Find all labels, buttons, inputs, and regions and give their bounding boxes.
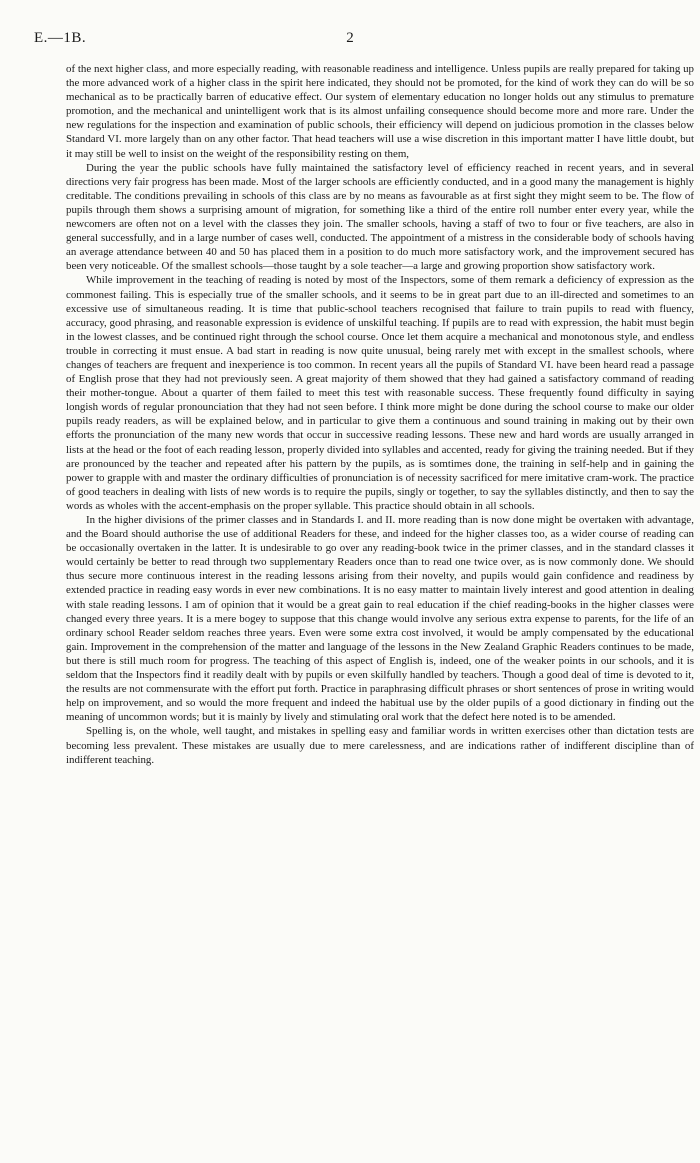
paragraph-reading: While improvement in the teaching of reading is noted by most of the Inspectors, some of them remark a deficiency of expression as the commonest failing. This is especially true of the smaller schools, and it seems to be in great part due to an ill-directed and sometimes to an excessive use of simultaneous reading. It is time that public-school teachers recognised that failure to train pupils to read with fluency, accuracy, good phrasing, and reasonable expression is evidence of unskilful teaching. If pupils are to read with expression, the habit must begin in the lowest classes, and be continued right through the school course. Once let them acquire a mechanical and monotonous style, and endless trouble in correcting it must ensue. A bad start in reading is now quite unusual, being rarely met with except in the smallest schools, where changes of teachers are frequent and inexperience is too common. In recent years all the pupils of Standard VI. have been heard read a passage of English prose that they had not previously seen. A great majority of them showed that they had gained a satisfactory command of reading their mother-tongue. About a quarter of them failed to meet this test with reasonable success. These frequently found difficulty in saying longish words of regular pronounciation that they had not seen before. I think more might be done during the school course to make our older pupils ready readers, as will be explained below, and in particular to give them a continuous and sound training in making out by their own efforts the pronunciation of the many new words that occur in successive reading lessons. These new and hard words are usually arranged in lists at the head or the foot of each reading lesson, properly divided into syllables and accented, ready for giving the training needed. But if they are pronounced by the teacher and repeated after his pattern by the pupils, as is somtimes done, the training in self-help and in gaining the power to grapple with and master the ordinary difficulties of pronunciation is of necessity sacrificed for mere imitative cram-work. The practice of good teachers in dealing with lists of new words is to require the pupils, singly or together, to say the syllables distinctly, and then to say the words as wholes with the accent-emphasis on the proper syllable. This practice should obtain in all schools.	[66, 274, 694, 512]
page-number: 2	[346, 30, 354, 46]
body-text	[66, 62, 694, 767]
document-reference: E.—1B.	[34, 30, 87, 46]
paragraph-continuation: of the next higher class, and more especially reading, with reasonable readiness and intelligence. Unless pupils are really prepared for taking up the more advanced work of a higher class in the spirit here indicated, they should not be promoted, for the kind of work they can do will be so mechanical as to be practically barren of educative effect. Our system of elementary education no longer holds out any stimulus to premature promotion, and the mechanical and unintelligent work that is its almost unfailing consequence should become more and more rare. Under the new regulations for the inspection and examination of public schools, their efficiency will depend on judicious promotion in the classes below Standard VI. more largely than on any other factor. That head teachers will use a wise discretion in this important matter I have little doubt, but it may still be well to insist on the weight of the responsibility resting on them,	[66, 63, 694, 160]
page-header	[34, 30, 666, 50]
paragraph-primer-classes: In the higher divisions of the primer classes and in Standards I. and II. more reading than is now done might be overtaken with advantage, and the Board should authorise the use of additional Readers for these, and indeed for the higher classes too, as a wider course of reading can be occasionally overtaken in the latter. It is undesirable to go over any reading-book twice in the primer classes, and in the standard classes it would certainly be better to read through two supplementary Readers once than to read one twice over, as is now commonly done. We should thus secure more continuous interest in the reading lessons arising from their novelty, and pupils would gain confidence and readiness by extended practice in reading easy words in ever new combinations. It is no easy matter to maintain lively interest and good attention in dealing with stale reading lessons. I am of opinion that it would be a great gain to real education if the chief reading-books in the higher classes were changed every three years. It is a mere bogey to suppose that this change would involve any serious extra expense to parents, for the life of an ordinary school Reader seldom reaches three years. Even were some extra cost involved, it would be amply compensated by the educational gain. Improvement in the comprehension of the matter and language of the lessons in the New Zealand Graphic Readers continues to be made, but there is still much room for progress. The teaching of this aspect of English is, indeed, one of the weaker points in our schools, and it is seldom that the Inspectors find it readily dealt with by pupils or even skilfully handled by teachers. Though a good deal of time is devoted to it, the results are not commensurate with the effort put forth. Practice in paraphrasing difficult phrases or short sentences of prose in writing would help on improvement, and so would the more frequent and indeed the habitual use by the older pupils of a good dictionary in finding out the meaning of uncommon words; but it is mainly by lively and stimulating oral work that the defect here noted is to be amended.	[66, 514, 694, 724]
paragraph-public-schools: During the year the public schools have fully maintained the satisfactory level of efficiency reached in recent years, and in several directions very fair progress has been made. Most of the larger schools are efficiently conducted, and in a good many the management is highly creditable. The conditions prevailing in schools of this class are by no means as favourable as at first sight they might seem to be. The flow of pupils through them shows a surprising amount of migration, for something like a third of the entire roll number enter every year, while the newcomers are often not on a level with the classes they join. The smaller schools, having a staff of two to four or five teachers, are also in general successfully, and in a large number of cases well, conducted. The appointment of a mistress in the considerable body of schools having an average attendance between 40 and 50 has placed them in a position to do much more satisfactory work, and the improvement secured has been very noticeable. Of the smallest schools—those taught by a sole teacher—a large and growing proportion show satisfactory work.	[66, 161, 694, 273]
paragraph-spelling: Spelling is, on the whole, well taught, and mistakes in spelling easy and familiar words in written exercises other than dictation tests are becoming less prevalent. These mistakes are usually due to mere carelessness, and are indications rather of indifferent discipline than of indifferent teaching.	[66, 725, 694, 766]
